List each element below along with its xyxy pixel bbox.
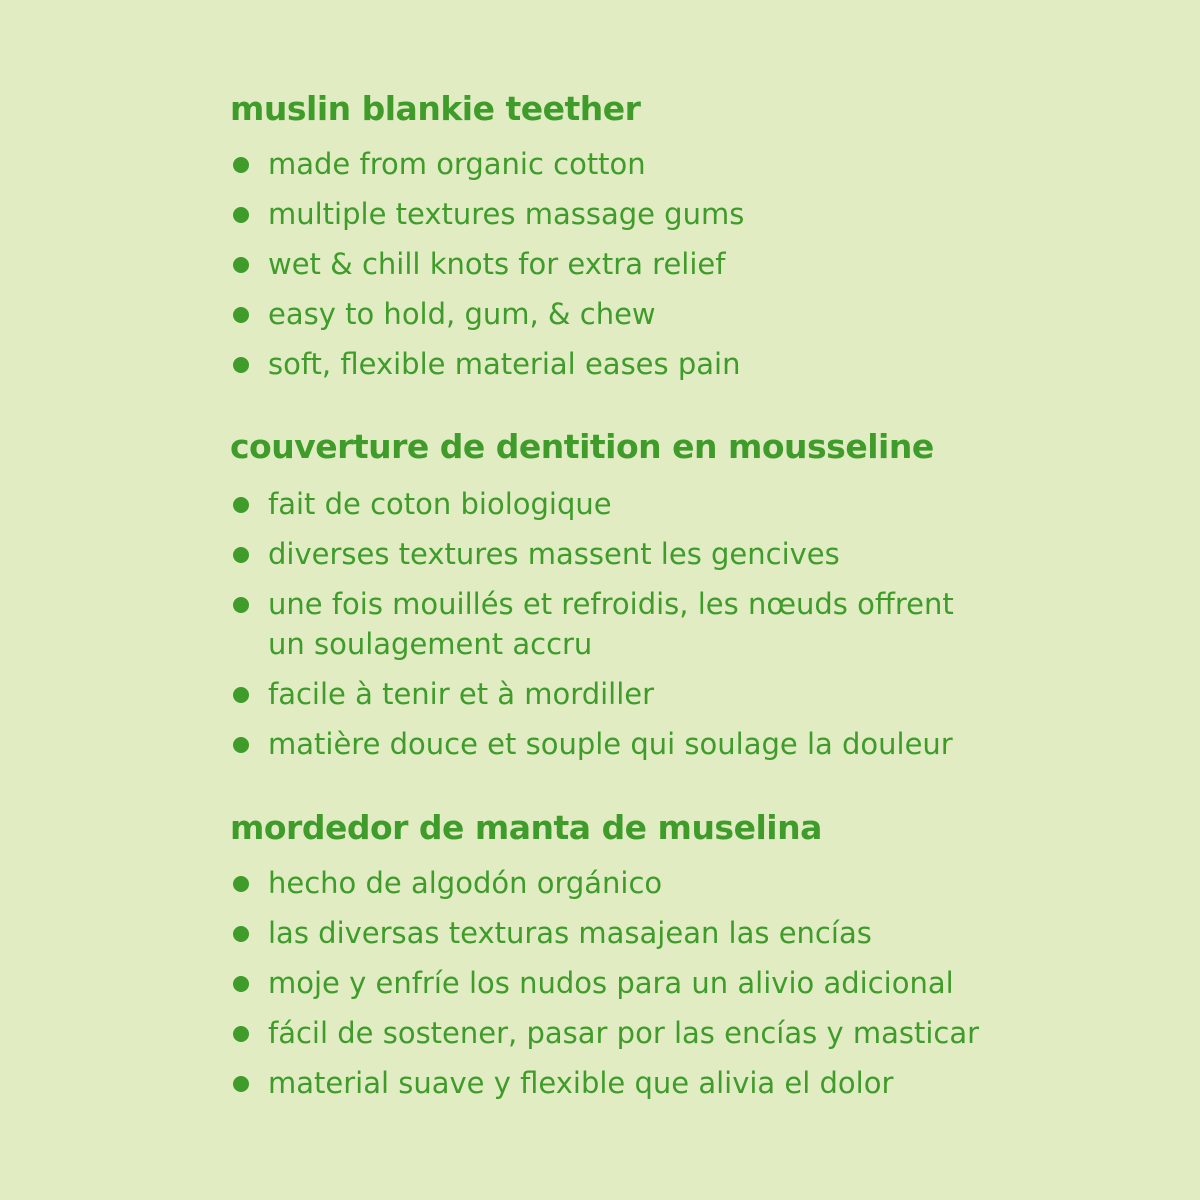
feature-item: [230, 344, 1130, 384]
feature-text-continued: un soulagement accru: [268, 627, 593, 661]
feature-item: [230, 534, 1130, 574]
bullet-dot-icon: [233, 1026, 249, 1042]
feature-text: las diversas texturas masajean las encías: [268, 916, 872, 950]
feature-text: fácil de sostener, pasar por las encías y masticar: [268, 1016, 980, 1050]
bullet-dot-icon: [233, 307, 249, 323]
feature-list: [230, 484, 1130, 764]
features-section-english: [230, 86, 1130, 394]
feature-text: facile à tenir et à mordiller: [268, 677, 655, 711]
feature-item: [230, 294, 1130, 334]
section-heading: mordedor de manta de muselina: [230, 808, 822, 847]
feature-text: wet & chill knots for extra relief: [268, 247, 726, 281]
bullet-dot-icon: [233, 257, 249, 273]
bullet-dot-icon: [233, 737, 249, 753]
bullet-dot-icon: [233, 926, 249, 942]
bullet-dot-icon: [233, 357, 249, 373]
section-heading: couverture de dentition en mousseline: [230, 427, 934, 466]
feature-text: soft, flexible material eases pain: [268, 347, 741, 381]
bullet-dot-icon: [233, 497, 249, 513]
feature-text: easy to hold, gum, & chew: [268, 297, 656, 331]
bullet-dot-icon: [233, 207, 249, 223]
bullet-dot-icon: [233, 1076, 249, 1092]
bullet-dot-icon: [233, 157, 249, 173]
feature-text: hecho de algodón orgánico: [268, 866, 663, 900]
features-section-spanish: [230, 805, 1130, 1113]
feature-text: made from organic cotton: [268, 147, 646, 181]
feature-item: [230, 674, 1130, 714]
bullet-dot-icon: [233, 976, 249, 992]
feature-item: [230, 484, 1130, 524]
bullet-dot-icon: [233, 687, 249, 703]
section-heading: muslin blankie teether: [230, 89, 641, 128]
bullet-dot-icon: [233, 876, 249, 892]
feature-item: [230, 863, 1130, 903]
feature-item: [230, 913, 1130, 953]
feature-text: fait de coton biologique: [268, 487, 612, 521]
feature-item: [230, 194, 1130, 234]
feature-item: [230, 1013, 1130, 1053]
feature-list: [230, 144, 1130, 384]
feature-text: diverses textures massent les gencives: [268, 537, 840, 571]
feature-text: moje y enfríe los nudos para un alivio adicional: [268, 966, 954, 1000]
feature-text: une fois mouillés et refroidis, les nœuds offrent: [268, 587, 954, 621]
features-section-french: [230, 424, 1130, 774]
feature-text: matière douce et souple qui soulage la douleur: [268, 727, 953, 761]
feature-item: [230, 584, 1130, 664]
feature-text: material suave y flexible que alivia el dolor: [268, 1066, 894, 1100]
feature-item: [230, 724, 1130, 764]
bullet-dot-icon: [233, 547, 249, 563]
feature-item: [230, 1063, 1130, 1103]
feature-item: [230, 144, 1130, 184]
bullet-dot-icon: [233, 597, 249, 613]
feature-list: [230, 863, 1130, 1103]
feature-item: [230, 244, 1130, 284]
feature-text: multiple textures massage gums: [268, 197, 745, 231]
feature-item: [230, 963, 1130, 1003]
